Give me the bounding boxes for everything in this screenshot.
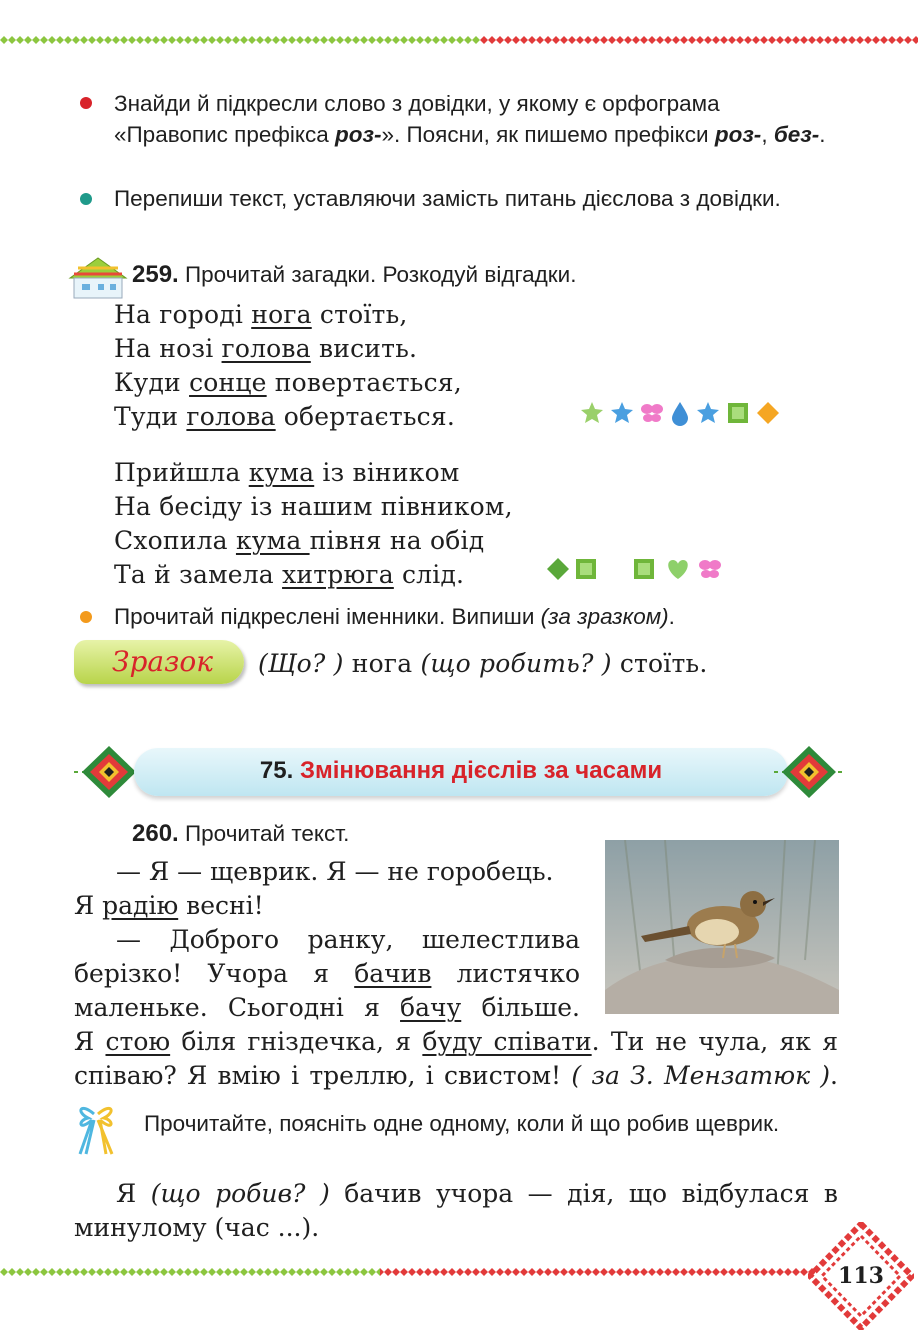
- sample-label-box: [74, 640, 244, 684]
- lesson-title: 75. Змінювання дієслів за часами: [259, 757, 663, 784]
- riddle-line: На бесіду із нашим півником,: [114, 492, 513, 521]
- moon-icon: [608, 559, 618, 579]
- square-icon: [728, 403, 748, 423]
- bullet-orange: [80, 611, 92, 623]
- story-text: — Я — щеврик. Я — не горобець. Я радію весні! — Доброго ранку, шелестлива берізко! Учора я бачив листячко маленьке. Сьогодні я бачу більше. Я стою біля гніздечка, я буду співати. Ти не чула, як я співаю? Я вмію і треллю, і свистом! ( за З. Мензатюк ).: [74, 857, 838, 1090]
- ornament-right-icon: [774, 744, 844, 800]
- heart-icon: [668, 560, 687, 579]
- task-underline-word: Знайди й підкресли слово з довідки, у якому є орфограма «Правопис префікса роз-». Поясни, як пишемо префікси роз-, без-.: [114, 91, 826, 147]
- conclusion-text: Я (що робив? ) бачив учора — дія, що відбулася в минулому (час ...).: [74, 1179, 838, 1242]
- task-write-out: Прочитай підкреслені іменники. Випиши (за зразком).: [114, 604, 675, 629]
- lesson-title-band: [134, 748, 788, 796]
- drop-icon: [672, 402, 688, 426]
- diamond-icon: [547, 558, 569, 580]
- riddle-line: На нозі голова висить.: [114, 334, 418, 363]
- page-number: 113: [838, 1263, 884, 1289]
- riddle-line: Прийшла кума із віником: [114, 458, 460, 487]
- butterfly-icon: [641, 404, 663, 422]
- riddle-line: На городі нога стоїть,: [114, 300, 408, 329]
- star-icon: [697, 402, 719, 423]
- riddle-line: Туди голова обертається.: [114, 402, 456, 431]
- bullet-teal: [80, 193, 92, 205]
- house-icon: [66, 254, 130, 302]
- bullet-red: [80, 97, 92, 109]
- task-rewrite-text: Перепиши текст, уставляючи замість питань дієслова з довідки.: [114, 186, 781, 211]
- butterfly-icon: [699, 560, 721, 578]
- code-symbols-2: [546, 556, 730, 582]
- exercise-260-heading: 260. Прочитай текст.: [132, 820, 350, 847]
- pair-work-icon: [70, 1098, 122, 1158]
- riddle-line: Куди сонце повертається,: [114, 368, 462, 397]
- sample-text: (Що? ) нога (що робить? ) стоїть.: [258, 649, 708, 678]
- sample-label: Зразок: [112, 645, 213, 678]
- square-icon: [634, 559, 654, 579]
- code-symbols-1: [552, 400, 784, 426]
- diamond-icon: [757, 402, 779, 424]
- riddle-line: Та й замела хитрюга слід.: [114, 560, 465, 589]
- exercise-259-heading: 259. Прочитай загадки. Розкодуй відгадки.: [132, 261, 577, 288]
- square-icon: [576, 559, 596, 579]
- riddle-2: [114, 456, 574, 592]
- riddle-line: Схопила кума півня на обід: [114, 526, 485, 555]
- top-ornament-border: [0, 36, 918, 44]
- star-icon: [581, 402, 603, 423]
- riddle-1: [114, 298, 554, 434]
- star-icon: [611, 402, 633, 423]
- bottom-ornament-border: [0, 1268, 815, 1276]
- pair-task: Прочитайте, поясніть одне одному, коли й що робив щеврик.: [144, 1111, 780, 1136]
- moon-icon: [556, 403, 566, 423]
